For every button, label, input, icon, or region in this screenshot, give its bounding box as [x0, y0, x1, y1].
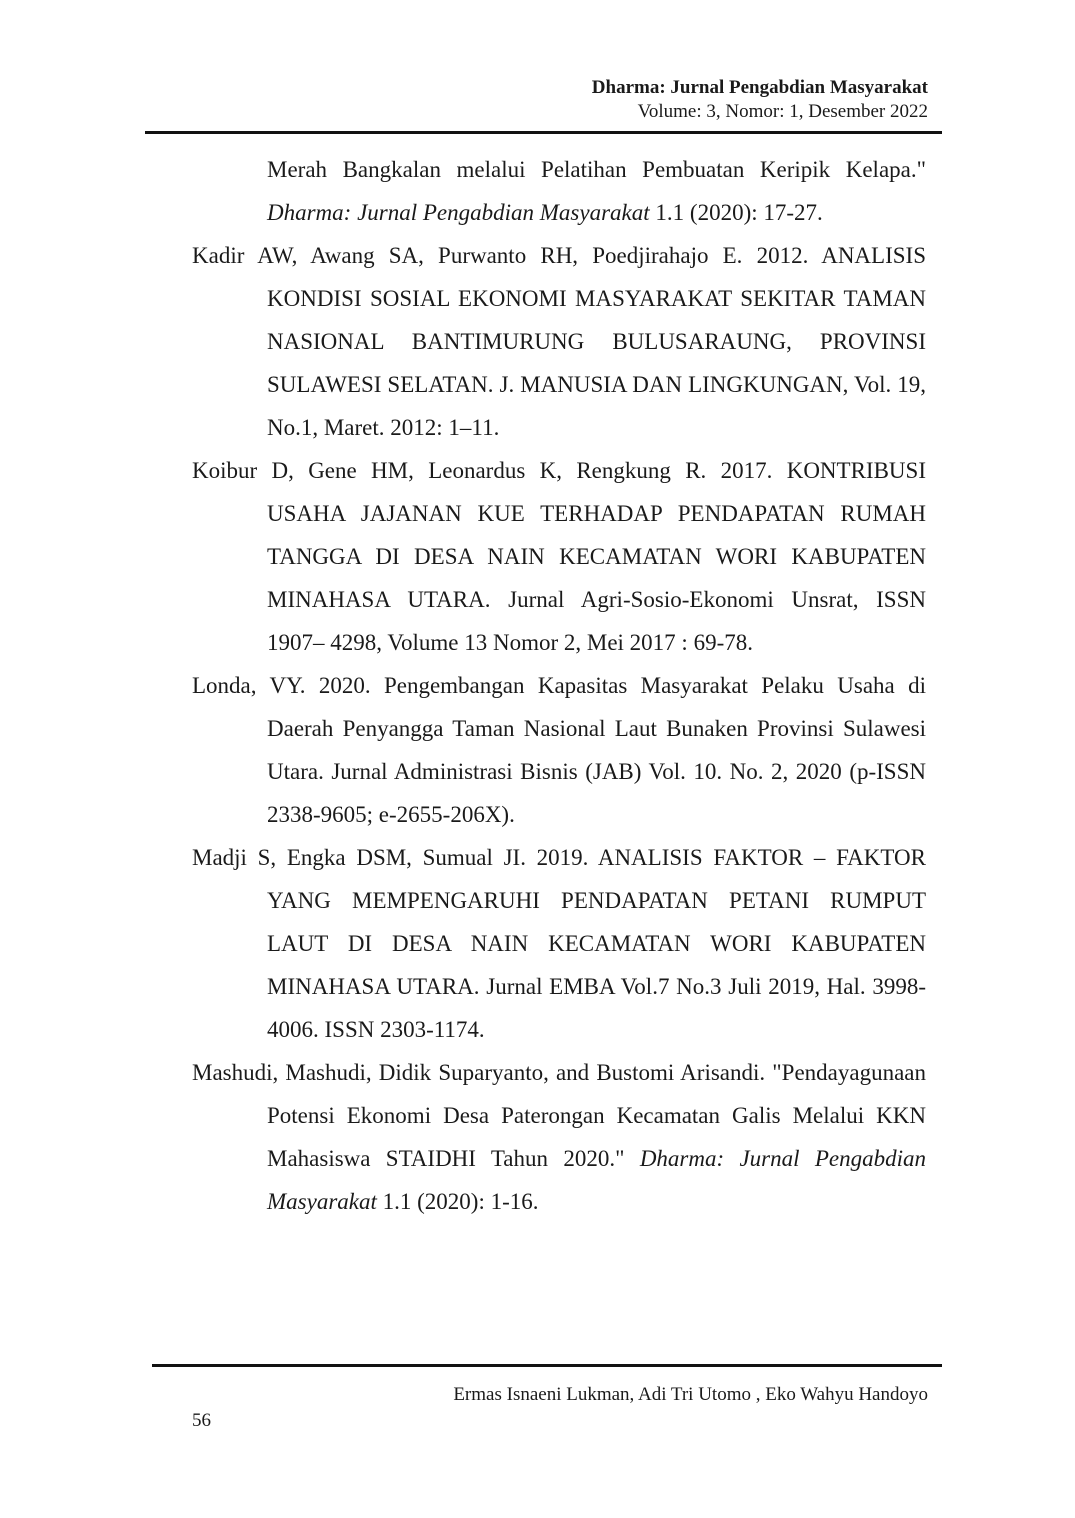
reference-list: [192, 148, 926, 1223]
reference-entry: [192, 836, 926, 1051]
reference-entry: [192, 234, 926, 449]
reference-entry: [192, 449, 926, 664]
reference-journal: Dharma: Jurnal Pengabdian Masyarakat: [267, 1146, 926, 1214]
reference-text: Londa, VY. 2020. Pengembangan Kapasitas Masyarakat Pelaku Usaha di Daerah Penyangga Taman Nasional Laut Bunaken Provinsi Sulawesi Utara. Jurnal Administrasi Bisnis (JAB) Vol. 10. No. 2, 2020 (p-ISSN 2338-9605; e-2655-206X).: [192, 673, 926, 827]
reference-text: Mashudi, Mashudi, Didik Suparyanto, and Bustomi Arisandi. "Pendayagunaan Potensi Ekonomi Desa Paterongan Kecamatan Galis Melalui KKN Mahasiswa STAIDHI Tahun 2020.": [192, 1060, 926, 1171]
reference-entry: [192, 1051, 926, 1223]
reference-text-end: 1.1 (2020): 17-27.: [649, 200, 823, 225]
volume-line: Volume: 3, Nomor: 1, Desember 2022: [637, 101, 928, 122]
reference-text: Koibur D, Gene HM, Leonardus K, Rengkung R. 2017. KONTRIBUSI USAHA JAJANAN KUE TERHADAP PENDAPATAN RUMAH TANGGA DI DESA NAIN KECAMATAN WORI KABUPATEN MINAHASA UTARA. Jurnal Agri-Sosio-Ekonomi Unsrat, ISSN 1907– 4298, Volume 13 Nomor 2, Mei 2017 : 69-78.: [192, 458, 926, 655]
reference-text: Merah Bangkalan melalui Pelatihan Pembuatan Keripik Kelapa.": [267, 157, 926, 182]
running-header: [592, 76, 928, 124]
reference-journal: Dharma: Jurnal Pengabdian Masyarakat: [267, 200, 650, 225]
page-number: 56: [192, 1410, 211, 1431]
reference-entry: [192, 664, 926, 836]
reference-entry: [192, 148, 926, 234]
reference-text: Kadir AW, Awang SA, Purwanto RH, Poedjirahajo E. 2012. ANALISIS KONDISI SOSIAL EKONOMI MASYARAKAT SEKITAR TAMAN NASIONAL BANTIMURUNG BULUSARAUNG, PROVINSI SULAWESI SELATAN. J. MANUSIA DAN LINGKUNGAN, Vol. 19, No.1, Maret. 2012: 1–11.: [192, 243, 926, 440]
footer-rule: [152, 1364, 942, 1367]
footer-authors: Ermas Isnaeni Lukman, Adi Tri Utomo , Eko Wahyu Handoyo: [453, 1384, 928, 1405]
header-rule: [145, 131, 942, 134]
reference-text: Madji S, Engka DSM, Sumual JI. 2019. ANALISIS FAKTOR – FAKTOR YANG MEMPENGARUHI PENDAPATAN PETANI RUMPUT LAUT DI DESA NAIN KECAMATAN WORI KABUPATEN MINAHASA UTARA. Jurnal EMBA Vol.7 No.3 Juli 2019, Hal. 3998- 4006. ISSN 2303-1174.: [192, 845, 926, 1042]
journal-title: Dharma: Jurnal Pengabdian Masyarakat: [591, 77, 928, 98]
reference-text-end: 1.1 (2020): 1-16.: [376, 1189, 539, 1214]
